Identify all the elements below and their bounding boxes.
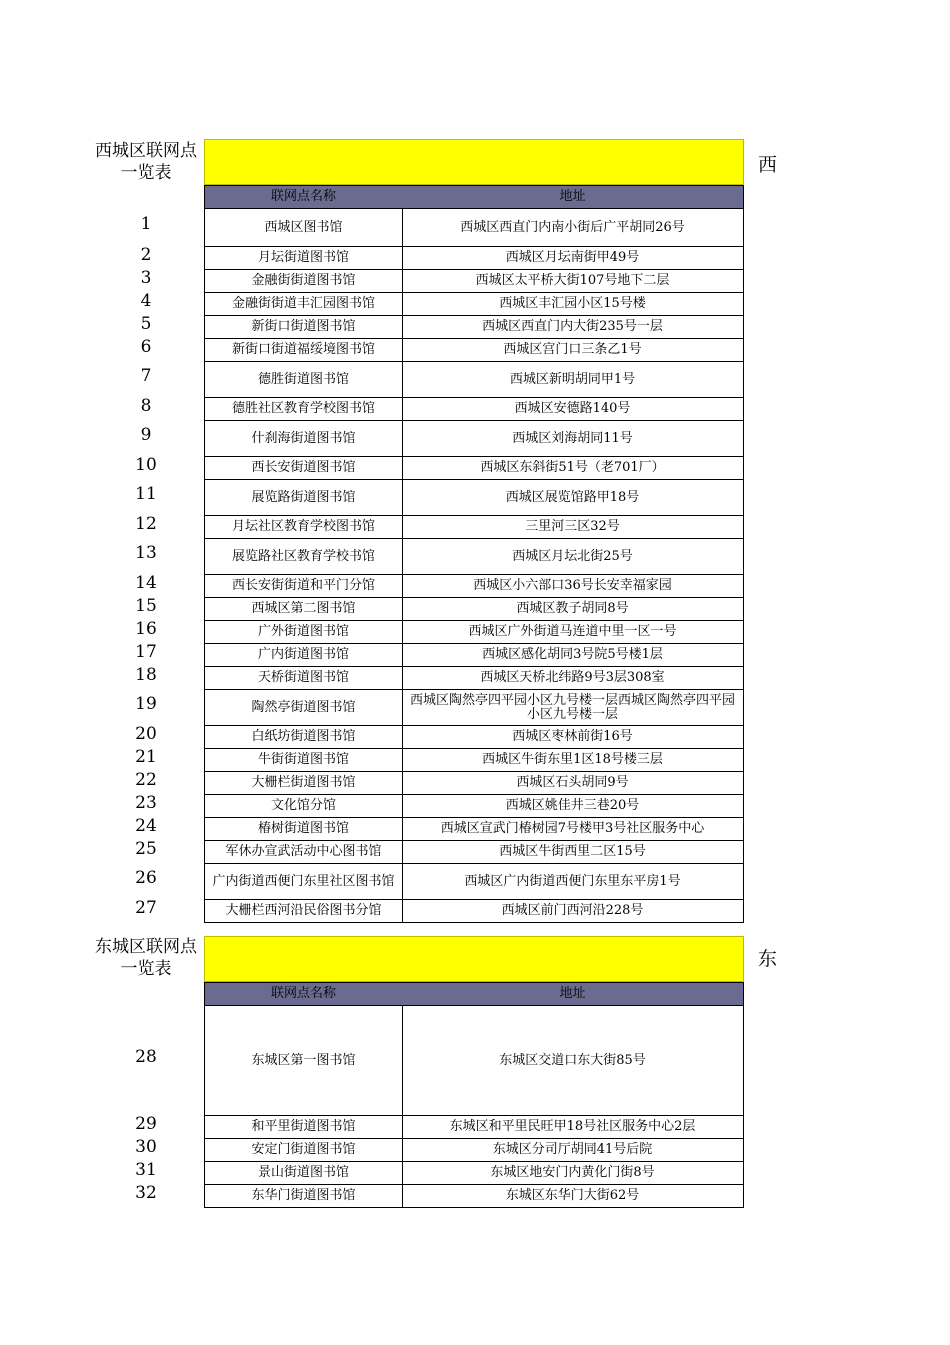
table-row	[204, 690, 744, 726]
table-row	[204, 316, 744, 339]
side-char-dongcheng: 东	[758, 948, 778, 970]
header-name: 联网点名称	[204, 185, 403, 209]
library-address: 西城区小六部口36号长安幸福家园	[402, 575, 744, 598]
library-address: 东城区交道口东大街85号	[402, 1006, 744, 1116]
library-name: 安定门街道图书馆	[204, 1139, 403, 1162]
library-name: 西长安街街道和平门分馆	[204, 575, 403, 598]
table-row	[204, 1162, 744, 1185]
library-name: 什刹海街道图书馆	[204, 421, 403, 457]
library-name: 新街口街道福绥境图书馆	[204, 339, 403, 362]
row-number: 17	[135, 641, 157, 662]
section-title-dongcheng: 东城区联网点一览表	[95, 937, 197, 979]
row-number: 19	[135, 694, 157, 714]
library-name: 月坛社区教育学校图书馆	[204, 516, 403, 539]
library-name: 展览路街道图书馆	[204, 480, 403, 516]
row-number: 15	[135, 595, 157, 616]
library-address: 西城区陶然亭四平园小区九号楼一层西城区陶然亭四平园小区九号楼一层	[402, 690, 744, 726]
library-address: 三里河三区32号	[402, 516, 744, 539]
row-number: 1	[140, 214, 152, 234]
row-number: 21	[135, 746, 157, 767]
library-address: 西城区太平桥大街107号地下二层	[402, 270, 744, 293]
library-address: 西城区东斜街51号（老701厂）	[402, 457, 744, 480]
table-header	[204, 982, 744, 1006]
library-name: 东城区第一图书馆	[204, 1006, 403, 1116]
library-name: 金融街街道图书馆	[204, 270, 403, 293]
table-row	[204, 749, 744, 772]
library-name: 东华门街道图书馆	[204, 1185, 403, 1208]
library-name: 文化馆分馆	[204, 795, 403, 818]
library-name: 西长安街道图书馆	[204, 457, 403, 480]
library-name: 广内街道图书馆	[204, 644, 403, 667]
library-address: 西城区宫门口三条乙1号	[402, 339, 744, 362]
library-address: 东城区东华门大街62号	[402, 1185, 744, 1208]
library-name: 新街口街道图书馆	[204, 316, 403, 339]
library-name: 景山街道图书馆	[204, 1162, 403, 1185]
row-number: 11	[135, 484, 157, 504]
table-row	[204, 421, 744, 457]
row-number: 9	[140, 425, 152, 445]
library-address: 西城区刘海胡同11号	[402, 421, 744, 457]
library-address: 西城区前门西河沿228号	[402, 900, 744, 923]
library-name: 和平里街道图书馆	[204, 1116, 403, 1139]
library-address: 西城区月坛北街25号	[402, 539, 744, 575]
library-address: 东城区地安门内黄化门街8号	[402, 1162, 744, 1185]
library-name: 广外街道图书馆	[204, 621, 403, 644]
library-name: 西城区图书馆	[204, 209, 403, 247]
library-address: 西城区宣武门椿树园7号楼甲3号社区服务中心	[402, 818, 744, 841]
library-name: 展览路社区教育学校书馆	[204, 539, 403, 575]
table-row	[204, 621, 744, 644]
table-row	[204, 362, 744, 398]
library-name: 天桥街道图书馆	[204, 667, 403, 690]
library-name: 白纸坊街道图书馆	[204, 726, 403, 749]
library-name: 椿树街道图书馆	[204, 818, 403, 841]
library-address: 西城区教子胡同8号	[402, 598, 744, 621]
section-banner-xicheng	[204, 139, 744, 185]
library-address: 东城区和平里民旺甲18号社区服务中心2层	[402, 1116, 744, 1139]
row-number: 4	[140, 290, 152, 311]
library-name: 金融街街道丰汇园图书馆	[204, 293, 403, 316]
table-row	[204, 841, 744, 864]
row-number: 27	[135, 897, 157, 918]
table-row	[204, 900, 744, 923]
row-number: 7	[140, 366, 152, 386]
table-row	[204, 772, 744, 795]
library-address: 西城区牛街东里1区18号楼三层	[402, 749, 744, 772]
row-number: 26	[135, 868, 157, 888]
table-header	[204, 185, 744, 209]
row-number: 30	[135, 1136, 157, 1157]
library-name: 陶然亭街道图书馆	[204, 690, 403, 726]
library-name: 西城区第二图书馆	[204, 598, 403, 621]
side-char-xicheng: 西	[758, 154, 778, 176]
library-address: 西城区月坛南街甲49号	[402, 247, 744, 270]
table-row	[204, 575, 744, 598]
table-row	[204, 209, 744, 247]
row-number: 13	[135, 543, 157, 563]
table-row	[204, 457, 744, 480]
table-row	[204, 516, 744, 539]
header-address: 地址	[402, 982, 744, 1006]
section-title-xicheng: 西城区联网点一览表	[95, 141, 197, 183]
row-number: 5	[140, 313, 152, 334]
row-number: 23	[135, 792, 157, 813]
table-row	[204, 864, 744, 900]
table-row	[204, 270, 744, 293]
header-address: 地址	[402, 185, 744, 209]
table-row	[204, 1139, 744, 1162]
row-number: 2	[140, 244, 152, 265]
row-number: 14	[135, 572, 157, 593]
row-number: 3	[140, 267, 152, 288]
library-address: 西城区感化胡同3号院5号楼1层	[402, 644, 744, 667]
table-row	[204, 644, 744, 667]
row-number: 20	[135, 723, 157, 744]
row-number: 25	[135, 838, 157, 859]
library-address: 西城区牛街西里二区15号	[402, 841, 744, 864]
row-number: 10	[135, 454, 157, 475]
library-address: 西城区枣林前街16号	[402, 726, 744, 749]
row-number: 16	[135, 618, 157, 639]
table-row	[204, 795, 744, 818]
row-number: 6	[140, 336, 152, 357]
library-address: 西城区石头胡同9号	[402, 772, 744, 795]
library-name: 军休办宣武活动中心图书馆	[204, 841, 403, 864]
row-number: 31	[135, 1159, 157, 1180]
table-row	[204, 480, 744, 516]
library-address: 西城区西直门内南小街后广平胡同26号	[402, 209, 744, 247]
library-address: 西城区展览馆路甲18号	[402, 480, 744, 516]
library-address: 西城区广内街道西便门东里东平房1号	[402, 864, 744, 900]
table-row	[204, 598, 744, 621]
library-address: 西城区姚佳井三巷20号	[402, 795, 744, 818]
library-name: 大栅栏街道图书馆	[204, 772, 403, 795]
table-row	[204, 726, 744, 749]
row-number: 24	[135, 815, 157, 836]
library-name: 大栅栏西河沿民俗图书分馆	[204, 900, 403, 923]
header-name: 联网点名称	[204, 982, 403, 1006]
table-row	[204, 1116, 744, 1139]
library-address: 东城区分司厅胡同41号后院	[402, 1139, 744, 1162]
library-name: 德胜街道图书馆	[204, 362, 403, 398]
table-row	[204, 1185, 744, 1208]
library-address: 西城区丰汇园小区15号楼	[402, 293, 744, 316]
row-number: 29	[135, 1113, 157, 1134]
table-row	[204, 667, 744, 690]
row-number: 22	[135, 769, 157, 790]
row-number: 18	[135, 664, 157, 685]
row-number: 8	[140, 395, 152, 416]
row-number: 28	[135, 1047, 157, 1067]
table-row	[204, 539, 744, 575]
library-name: 德胜社区教育学校图书馆	[204, 398, 403, 421]
library-address: 西城区新明胡同甲1号	[402, 362, 744, 398]
table-row	[204, 818, 744, 841]
table-row	[204, 1006, 744, 1116]
table-row	[204, 293, 744, 316]
library-address: 西城区广外街道马连道中里一区一号	[402, 621, 744, 644]
library-name: 月坛街道图书馆	[204, 247, 403, 270]
library-address: 西城区安德路140号	[402, 398, 744, 421]
table-row	[204, 247, 744, 270]
library-address: 西城区西直门内大街235号一层	[402, 316, 744, 339]
table-row	[204, 398, 744, 421]
row-number: 12	[135, 513, 157, 534]
library-name: 广内街道西便门东里社区图书馆	[204, 864, 403, 900]
table-row	[204, 339, 744, 362]
row-number: 32	[135, 1182, 157, 1203]
library-address: 西城区天桥北纬路9号3层308室	[402, 667, 744, 690]
library-name: 牛街街道图书馆	[204, 749, 403, 772]
section-banner-dongcheng	[204, 936, 744, 982]
